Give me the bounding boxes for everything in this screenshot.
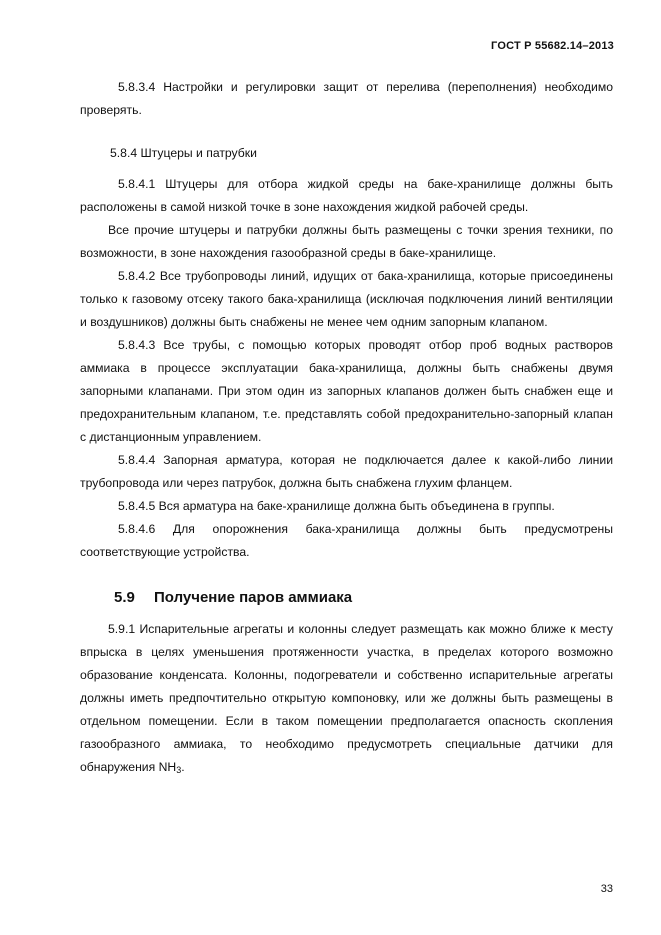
- section-title: Получение паров аммиака: [154, 589, 353, 606]
- subsection-heading-5-8-4: 5.8.4 Штуцеры и патрубки: [110, 146, 257, 160]
- paragraph-5-9-1-text: 5.9.1 Испарительные агрегаты и колонны следует размещать как можно ближе к месту впрыска в целях уменьшения протяженности участка, в пределах которого возможно образование конденсата. Колонны, подогреватели и собственно испарительные агрегаты должны иметь предпочтительно открытую компоновку, или же должны быть размещены в отдельном помещении. Если в таком помещении предполагается опасность скопления газообразного аммиака, то необходимо предусмотреть специальные датчики для обнаружения NH: [80, 622, 613, 774]
- paragraph-5-8-4-1: 5.8.4.1 Штуцеры для отбора жидкой среды на баке-хранилище должны быть расположены в самой низкой точке в зоне нахождения жидкой рабочей среды.: [80, 177, 613, 214]
- paragraph-5-8-4-1-continued: Все прочие штуцеры и патрубки должны быть размещены с точки зрения техники, по возможности, в зоне нахождения газообразной среды в баке-хранилище.: [80, 223, 613, 260]
- subscript-3: 3: [176, 765, 182, 775]
- paragraph-5-9-1-end: .: [181, 760, 185, 774]
- document-body: [80, 76, 613, 779]
- page-number: 33: [600, 883, 613, 895]
- section-number: 5.9: [114, 589, 135, 606]
- paragraph-5-8-4-5: 5.8.4.5 Вся арматура на баке-хранилище должна быть объединена в группы.: [118, 499, 555, 513]
- paragraph-5-8-4-4: 5.8.4.4 Запорная арматура, которая не подключается далее к какой-либо линии трубопровода или через патрубок, должна быть снабжена глухим фланцем.: [80, 453, 613, 490]
- paragraph-5-8-4-6: 5.8.4.6 Для опорожнения бака-хранилища должны быть предусмотрены соответствующие устройства.: [80, 522, 613, 559]
- paragraph-5-9-1: [80, 618, 613, 779]
- section-heading-5-9: [80, 584, 613, 612]
- paragraph-5-8-4-3: 5.8.4.3 Все трубы, с помощью которых проводят отбор проб водных растворов аммиака в процессе эксплуатации бака-хранилища, должны быть снабжены двумя запорными клапанами. При этом один из запорных клапанов должен быть снабжен еще и предохранительным клапаном, т.е. представлять собой предохранительно-запорный клапан с дистанционным управлением.: [80, 338, 613, 444]
- paragraph-5-8-3-4: 5.8.3.4 Настройки и регулировки защит от перелива (переполнения) необходимо проверять.: [80, 80, 613, 117]
- paragraph-5-8-4-2: 5.8.4.2 Все трубопроводы линий, идущих от бака-хранилища, которые присоединены только к газовому отсеку такого бака-хранилища (исключая подключения линий вентиляции и воздушников) должны быть снабжены не менее чем одним запорным клапаном.: [80, 269, 613, 329]
- standard-header: ГОСТ Р 55682.14–2013: [491, 40, 614, 52]
